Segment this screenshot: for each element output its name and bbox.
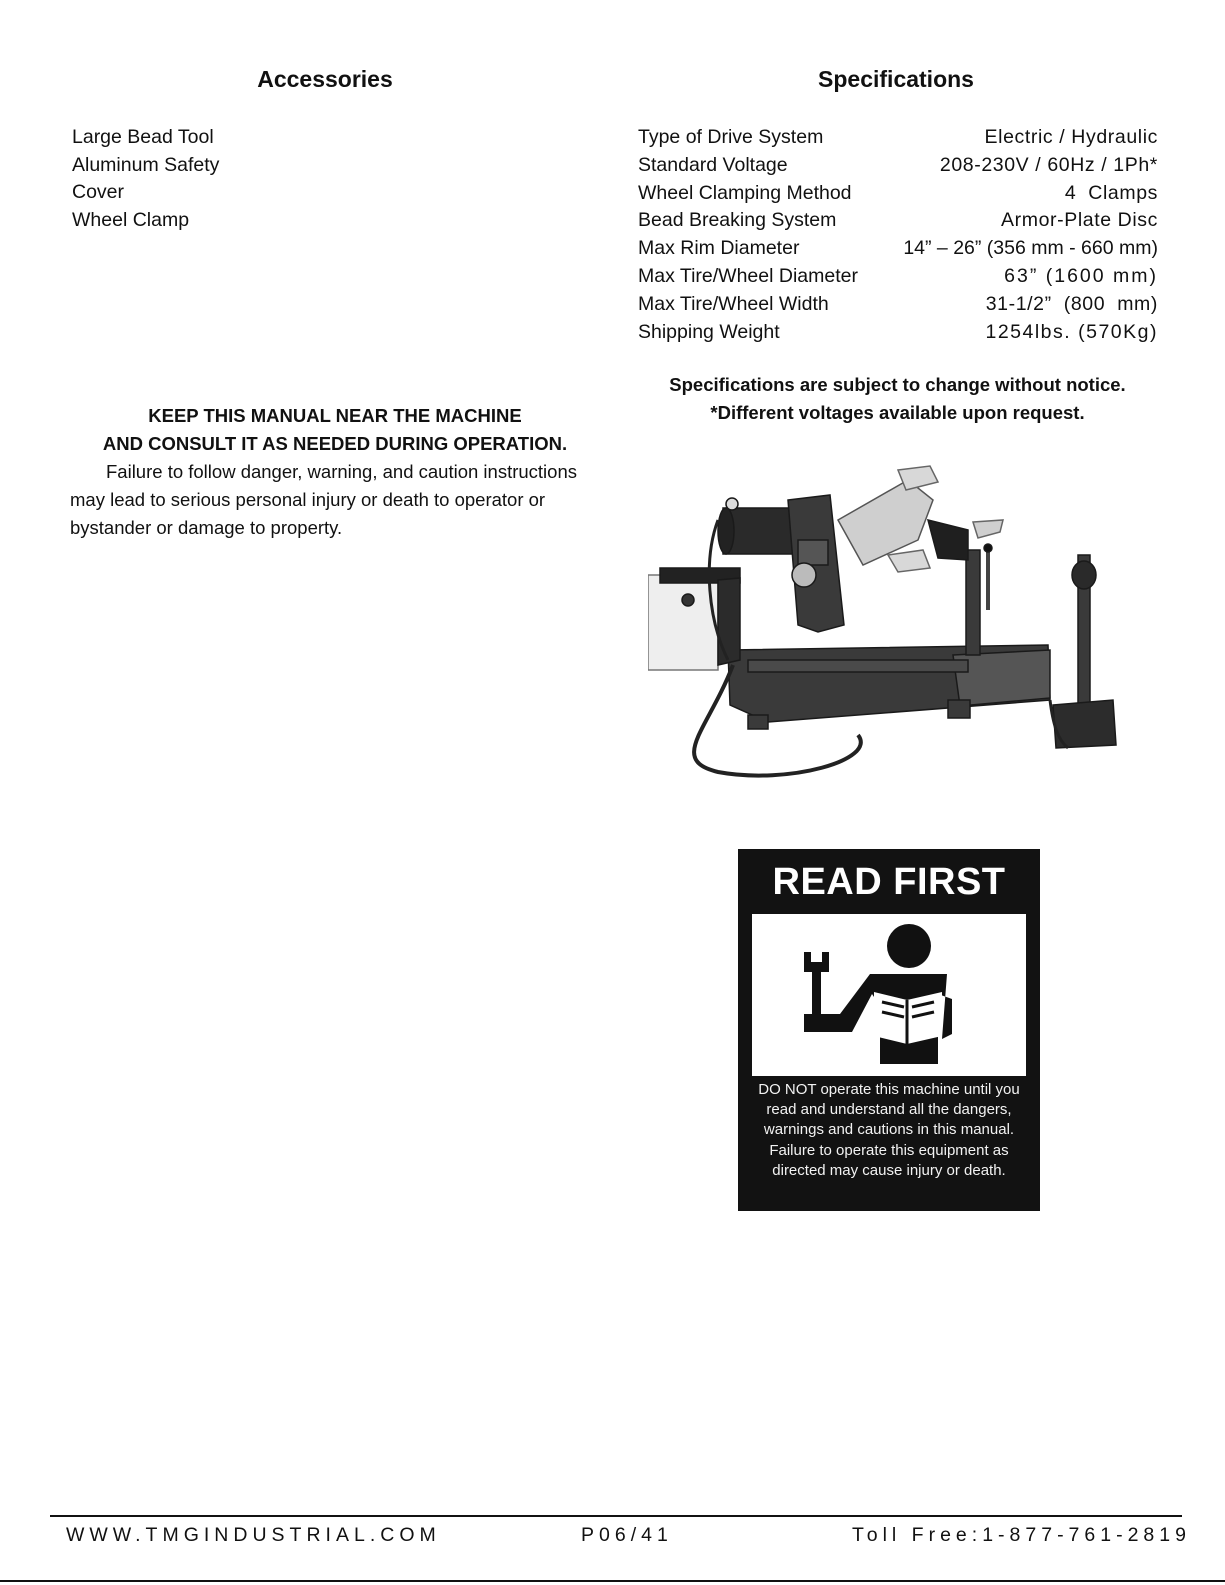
- keep-manual-line: KEEP THIS MANUAL NEAR THE MACHINE: [148, 405, 522, 426]
- read-first-panel: [752, 914, 1026, 1076]
- spec-row: [638, 263, 1158, 291]
- footer-website: WWW.TMGINDUSTRIAL.COM: [66, 1524, 441, 1546]
- read-first-safety-sign: [738, 849, 1040, 1211]
- spec-value: 4 Clamps: [1064, 181, 1158, 204]
- accessory-item: Large Bead Tool: [72, 126, 214, 148]
- spec-row: [638, 152, 1158, 180]
- spec-row: [638, 207, 1158, 235]
- accessory-item: Wheel Clamp: [72, 208, 190, 231]
- footer-toll-free: Toll Free:1-877-761-2819: [852, 1524, 1191, 1546]
- page-bottom-rule: [0, 1580, 1225, 1582]
- spec-label: Max Tire/Wheel Diameter: [638, 264, 858, 287]
- read-first-warning-text: DO NOT operate this machine until you read and understand all the dangers, warnings and cautions in this manual. Failure to operate this equipment as directed may cause injury or death.: [758, 1081, 1020, 1179]
- spec-value: 208-230V / 60Hz / 1Ph*: [939, 153, 1158, 176]
- spec-value: 63” (1600 mm): [1004, 264, 1158, 287]
- footer-page-number: P06/41: [581, 1524, 673, 1546]
- spec-row: [638, 319, 1158, 347]
- spec-value: Electric / Hydraulic: [984, 126, 1158, 148]
- specifications-table: [638, 124, 1158, 346]
- footer-divider: [50, 1515, 1182, 1517]
- spec-label: Bead Breaking System: [638, 209, 837, 232]
- keep-manual-notice: [70, 402, 600, 542]
- spec-value: Armor-Plate Disc: [1001, 209, 1158, 232]
- spec-label: Standard Voltage: [638, 153, 788, 176]
- spec-label: Shipping Weight: [638, 320, 780, 343]
- specifications-notes: [630, 371, 1165, 427]
- spec-label: Type of Drive System: [638, 126, 824, 148]
- accessories-heading: Accessories: [257, 66, 393, 92]
- accessories-list: [72, 124, 219, 234]
- accessory-item: Aluminum Safety: [72, 153, 220, 176]
- spec-label: Wheel Clamping Method: [638, 181, 852, 204]
- person-reading-manual-icon: [752, 914, 1026, 1076]
- spec-row: [638, 124, 1158, 152]
- specifications-heading: Specifications: [818, 66, 974, 92]
- warning-paragraph: Failure to follow danger, warning, and caution instructions may lead to serious personal injury or death to operator or bystander or damage to property.: [70, 461, 577, 538]
- spec-value: 14” – 26” (356 mm - 660 mm): [903, 237, 1158, 260]
- tire-changer-machine-image: [648, 460, 1128, 790]
- spec-value: 31-1/2” (800 mm): [985, 292, 1158, 315]
- accessory-item: Cover: [72, 181, 125, 203]
- spec-value: 1254lbs. (570Kg): [985, 320, 1158, 343]
- spec-label: Max Rim Diameter: [638, 237, 800, 260]
- voltage-note: *Different voltages available upon request.: [710, 402, 1085, 423]
- spec-row: [638, 180, 1158, 208]
- spec-note: Specifications are subject to change without notice.: [669, 374, 1126, 395]
- spec-row: [638, 291, 1158, 319]
- spec-row: [638, 235, 1158, 263]
- consult-manual-line: AND CONSULT IT AS NEEDED DURING OPERATION.: [102, 433, 568, 454]
- read-first-title: READ FIRST: [772, 861, 1006, 903]
- spec-label: Max Tire/Wheel Width: [638, 292, 829, 315]
